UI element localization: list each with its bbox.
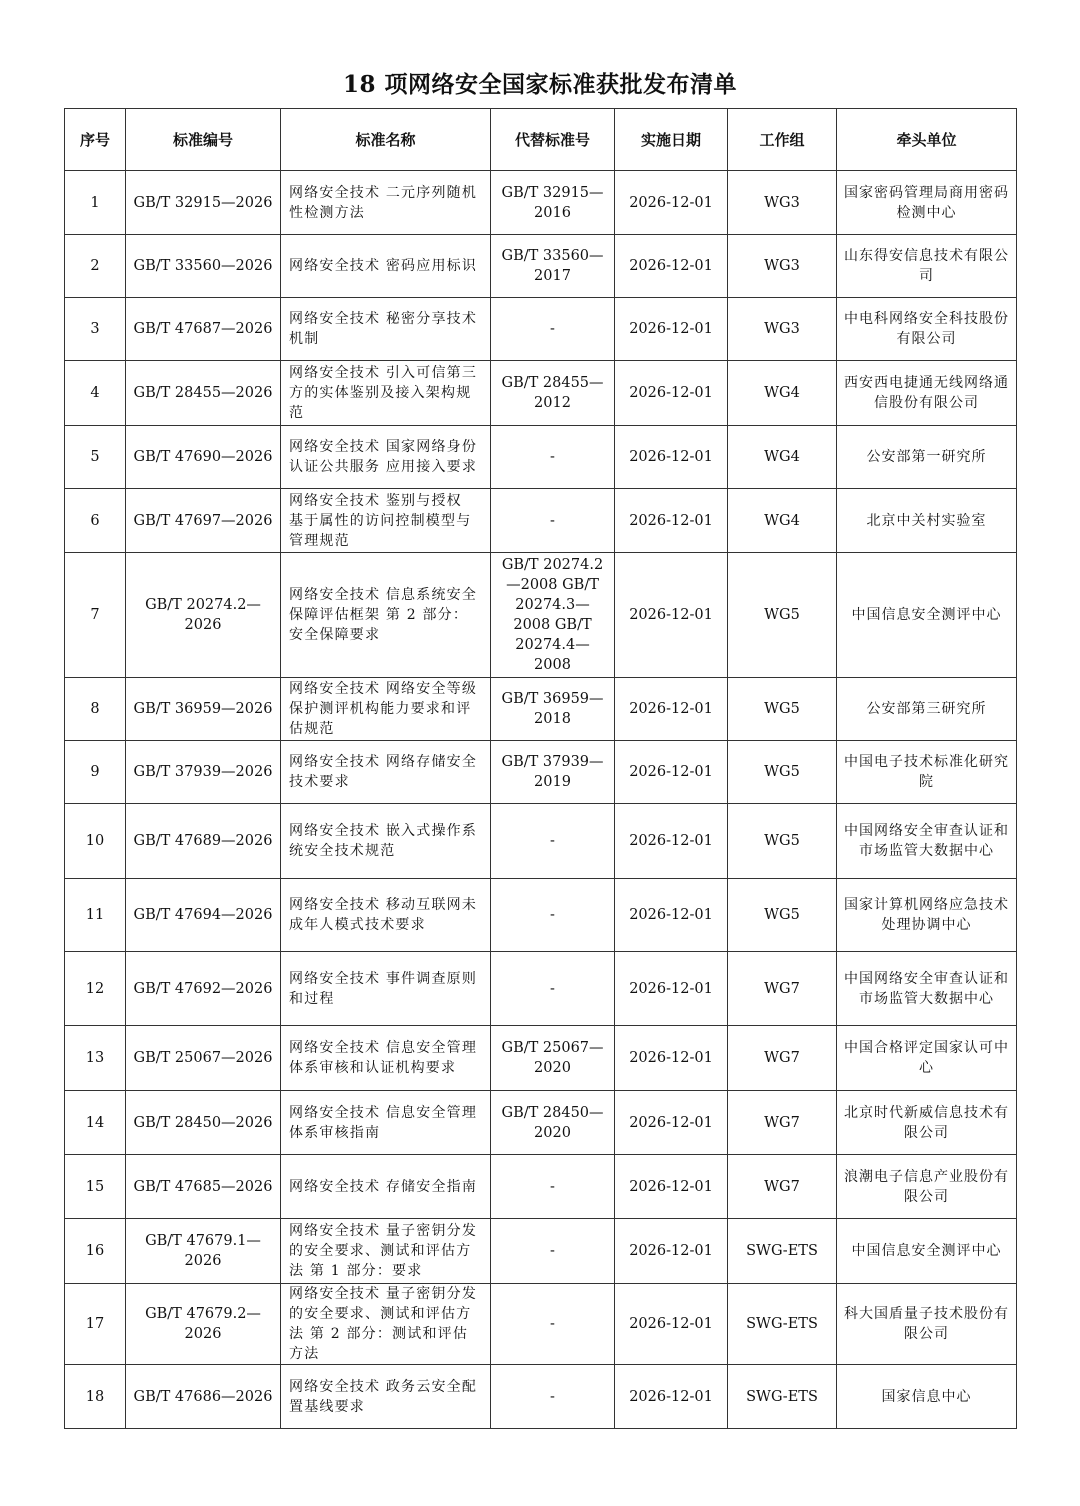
cell-name: 网络安全技术 信息安全管理体系审核和认证机构要求 bbox=[281, 1026, 491, 1091]
cell-name: 网络安全技术 嵌入式操作系统安全技术规范 bbox=[281, 804, 491, 879]
header-lead: 牵头单位 bbox=[837, 109, 1017, 171]
cell-no: 5 bbox=[65, 426, 126, 489]
cell-group: SWG-ETS bbox=[728, 1219, 837, 1284]
cell-name: 网络安全技术 事件调查原则和过程 bbox=[281, 952, 491, 1026]
page-title: 18 项网络安全国家标准获批发布清单 bbox=[342, 71, 737, 98]
header-replaces: 代替标准号 bbox=[491, 109, 615, 171]
cell-code: GB/T 28450—2026 bbox=[126, 1091, 281, 1155]
standards-table bbox=[64, 108, 1017, 1429]
cell-name: 网络安全技术 移动互联网未成年人模式技术要求 bbox=[281, 879, 491, 952]
table-row bbox=[65, 489, 1017, 553]
table-row bbox=[65, 426, 1017, 489]
cell-date: 2026-12-01 bbox=[615, 1091, 728, 1155]
cell-name: 网络安全技术 网络存储安全技术要求 bbox=[281, 741, 491, 804]
cell-name: 网络安全技术 引入可信第三方的实体鉴别及接入架构规范 bbox=[281, 361, 491, 426]
cell-date: 2026-12-01 bbox=[615, 1155, 728, 1219]
header-name: 标准名称 bbox=[281, 109, 491, 171]
cell-no: 14 bbox=[65, 1091, 126, 1155]
cell-code: GB/T 47689—2026 bbox=[126, 804, 281, 879]
cell-replaces: GB/T 25067—2020 bbox=[491, 1026, 615, 1091]
cell-replaces: - bbox=[491, 804, 615, 879]
cell-group: WG4 bbox=[728, 361, 837, 426]
cell-name: 网络安全技术 密码应用标识 bbox=[281, 235, 491, 298]
cell-code: GB/T 47679.1—2026 bbox=[126, 1219, 281, 1284]
table-row bbox=[65, 298, 1017, 361]
cell-name: 网络安全技术 量子密钥分发的安全要求、测试和评估方法 第 2 部分：测试和评估方法 bbox=[281, 1284, 491, 1365]
cell-name: 网络安全技术 量子密钥分发的安全要求、测试和评估方法 第 1 部分：要求 bbox=[281, 1219, 491, 1284]
cell-code: GB/T 47687—2026 bbox=[126, 298, 281, 361]
cell-group: WG5 bbox=[728, 553, 837, 678]
cell-name: 网络安全技术 国家网络身份认证公共服务 应用接入要求 bbox=[281, 426, 491, 489]
cell-no: 2 bbox=[65, 235, 126, 298]
cell-code: GB/T 33560—2026 bbox=[126, 235, 281, 298]
cell-no: 6 bbox=[65, 489, 126, 553]
table-row bbox=[65, 361, 1017, 426]
cell-lead: 科大国盾量子技术股份有限公司 bbox=[837, 1284, 1017, 1365]
cell-code: GB/T 47692—2026 bbox=[126, 952, 281, 1026]
cell-no: 16 bbox=[65, 1219, 126, 1284]
cell-group: WG7 bbox=[728, 1026, 837, 1091]
cell-replaces: - bbox=[491, 1219, 615, 1284]
cell-code: GB/T 47686—2026 bbox=[126, 1365, 281, 1429]
cell-date: 2026-12-01 bbox=[615, 171, 728, 235]
cell-name: 网络安全技术 信息安全管理体系审核指南 bbox=[281, 1091, 491, 1155]
cell-no: 7 bbox=[65, 553, 126, 678]
cell-replaces: GB/T 20274.2—2008 GB/T 20274.3—2008 GB/T 20274.4—2008 bbox=[491, 553, 615, 678]
cell-lead: 中国信息安全测评中心 bbox=[837, 553, 1017, 678]
table-row bbox=[65, 171, 1017, 235]
header-code: 标准编号 bbox=[126, 109, 281, 171]
table-header-row bbox=[65, 109, 1017, 171]
cell-group: WG3 bbox=[728, 235, 837, 298]
cell-no: 3 bbox=[65, 298, 126, 361]
table-row bbox=[65, 1026, 1017, 1091]
cell-date: 2026-12-01 bbox=[615, 1219, 728, 1284]
cell-lead: 公安部第一研究所 bbox=[837, 426, 1017, 489]
cell-lead: 中电科网络安全科技股份有限公司 bbox=[837, 298, 1017, 361]
cell-date: 2026-12-01 bbox=[615, 553, 728, 678]
cell-date: 2026-12-01 bbox=[615, 1365, 728, 1429]
cell-no: 10 bbox=[65, 804, 126, 879]
cell-date: 2026-12-01 bbox=[615, 489, 728, 553]
cell-no: 1 bbox=[65, 171, 126, 235]
cell-replaces: - bbox=[491, 426, 615, 489]
cell-no: 13 bbox=[65, 1026, 126, 1091]
table-row bbox=[65, 1219, 1017, 1284]
cell-no: 4 bbox=[65, 361, 126, 426]
cell-lead: 北京时代新威信息技术有限公司 bbox=[837, 1091, 1017, 1155]
cell-group: WG5 bbox=[728, 879, 837, 952]
cell-group: WG3 bbox=[728, 298, 837, 361]
table-row bbox=[65, 553, 1017, 678]
cell-group: WG7 bbox=[728, 952, 837, 1026]
cell-date: 2026-12-01 bbox=[615, 1026, 728, 1091]
cell-date: 2026-12-01 bbox=[615, 235, 728, 298]
cell-no: 18 bbox=[65, 1365, 126, 1429]
cell-group: WG5 bbox=[728, 741, 837, 804]
cell-name: 网络安全技术 存储安全指南 bbox=[281, 1155, 491, 1219]
cell-replaces: GB/T 32915—2016 bbox=[491, 171, 615, 235]
cell-lead: 山东得安信息技术有限公司 bbox=[837, 235, 1017, 298]
cell-replaces: GB/T 28455—2012 bbox=[491, 361, 615, 426]
header-group: 工作组 bbox=[728, 109, 837, 171]
cell-replaces: - bbox=[491, 298, 615, 361]
table-row bbox=[65, 1284, 1017, 1365]
cell-name: 网络安全技术 政务云安全配置基线要求 bbox=[281, 1365, 491, 1429]
cell-lead: 国家密码管理局商用密码检测中心 bbox=[837, 171, 1017, 235]
cell-date: 2026-12-01 bbox=[615, 298, 728, 361]
cell-code: GB/T 47697—2026 bbox=[126, 489, 281, 553]
cell-code: GB/T 36959—2026 bbox=[126, 678, 281, 741]
cell-no: 11 bbox=[65, 879, 126, 952]
cell-replaces: GB/T 28450—2020 bbox=[491, 1091, 615, 1155]
cell-replaces: - bbox=[491, 489, 615, 553]
table-row bbox=[65, 1155, 1017, 1219]
cell-code: GB/T 25067—2026 bbox=[126, 1026, 281, 1091]
cell-code: GB/T 20274.2—2026 bbox=[126, 553, 281, 678]
table-row bbox=[65, 1365, 1017, 1429]
cell-code: GB/T 47694—2026 bbox=[126, 879, 281, 952]
cell-lead: 中国网络安全审查认证和市场监管大数据中心 bbox=[837, 804, 1017, 879]
cell-no: 12 bbox=[65, 952, 126, 1026]
cell-replaces: GB/T 37939—2019 bbox=[491, 741, 615, 804]
table-row bbox=[65, 678, 1017, 741]
cell-replaces: - bbox=[491, 1284, 615, 1365]
cell-lead: 中国合格评定国家认可中心 bbox=[837, 1026, 1017, 1091]
cell-replaces: - bbox=[491, 1365, 615, 1429]
cell-code: GB/T 37939—2026 bbox=[126, 741, 281, 804]
cell-date: 2026-12-01 bbox=[615, 426, 728, 489]
cell-group: WG4 bbox=[728, 489, 837, 553]
table-row bbox=[65, 1091, 1017, 1155]
cell-date: 2026-12-01 bbox=[615, 879, 728, 952]
cell-group: WG7 bbox=[728, 1155, 837, 1219]
cell-group: SWG-ETS bbox=[728, 1365, 837, 1429]
cell-lead: 公安部第三研究所 bbox=[837, 678, 1017, 741]
cell-group: WG7 bbox=[728, 1091, 837, 1155]
cell-name: 网络安全技术 网络安全等级保护测评机构能力要求和评估规范 bbox=[281, 678, 491, 741]
cell-date: 2026-12-01 bbox=[615, 804, 728, 879]
cell-group: WG4 bbox=[728, 426, 837, 489]
cell-lead: 国家计算机网络应急技术处理协调中心 bbox=[837, 879, 1017, 952]
cell-name: 网络安全技术 鉴别与授权 基于属性的访问控制模型与管理规范 bbox=[281, 489, 491, 553]
cell-lead: 国家信息中心 bbox=[837, 1365, 1017, 1429]
table-row bbox=[65, 952, 1017, 1026]
cell-date: 2026-12-01 bbox=[615, 1284, 728, 1365]
cell-no: 15 bbox=[65, 1155, 126, 1219]
cell-name: 网络安全技术 秘密分享技术机制 bbox=[281, 298, 491, 361]
cell-date: 2026-12-01 bbox=[615, 741, 728, 804]
cell-date: 2026-12-01 bbox=[615, 678, 728, 741]
cell-replaces: - bbox=[491, 1155, 615, 1219]
cell-replaces: GB/T 36959—2018 bbox=[491, 678, 615, 741]
cell-date: 2026-12-01 bbox=[615, 952, 728, 1026]
cell-code: GB/T 32915—2026 bbox=[126, 171, 281, 235]
cell-lead: 浪潮电子信息产业股份有限公司 bbox=[837, 1155, 1017, 1219]
cell-lead: 中国信息安全测评中心 bbox=[837, 1219, 1017, 1284]
table-row bbox=[65, 879, 1017, 952]
cell-name: 网络安全技术 信息系统安全保障评估框架 第 2 部分：安全保障要求 bbox=[281, 553, 491, 678]
header-date: 实施日期 bbox=[615, 109, 728, 171]
cell-lead: 中国电子技术标准化研究院 bbox=[837, 741, 1017, 804]
cell-code: GB/T 28455—2026 bbox=[126, 361, 281, 426]
cell-no: 8 bbox=[65, 678, 126, 741]
cell-replaces: GB/T 33560—2017 bbox=[491, 235, 615, 298]
table-row bbox=[65, 235, 1017, 298]
cell-no: 9 bbox=[65, 741, 126, 804]
cell-replaces: - bbox=[491, 879, 615, 952]
cell-code: GB/T 47690—2026 bbox=[126, 426, 281, 489]
cell-group: WG3 bbox=[728, 171, 837, 235]
cell-name: 网络安全技术 二元序列随机性检测方法 bbox=[281, 171, 491, 235]
cell-lead: 中国网络安全审查认证和市场监管大数据中心 bbox=[837, 952, 1017, 1026]
cell-group: SWG-ETS bbox=[728, 1284, 837, 1365]
cell-group: WG5 bbox=[728, 804, 837, 879]
cell-lead: 北京中关村实验室 bbox=[837, 489, 1017, 553]
table-row bbox=[65, 804, 1017, 879]
table-body bbox=[65, 171, 1017, 1429]
table-row bbox=[65, 741, 1017, 804]
cell-replaces: - bbox=[491, 952, 615, 1026]
cell-no: 17 bbox=[65, 1284, 126, 1365]
cell-code: GB/T 47679.2—2026 bbox=[126, 1284, 281, 1365]
header-no: 序号 bbox=[65, 109, 126, 171]
cell-code: GB/T 47685—2026 bbox=[126, 1155, 281, 1219]
cell-group: WG5 bbox=[728, 678, 837, 741]
cell-date: 2026-12-01 bbox=[615, 361, 728, 426]
cell-lead: 西安西电捷通无线网络通信股份有限公司 bbox=[837, 361, 1017, 426]
